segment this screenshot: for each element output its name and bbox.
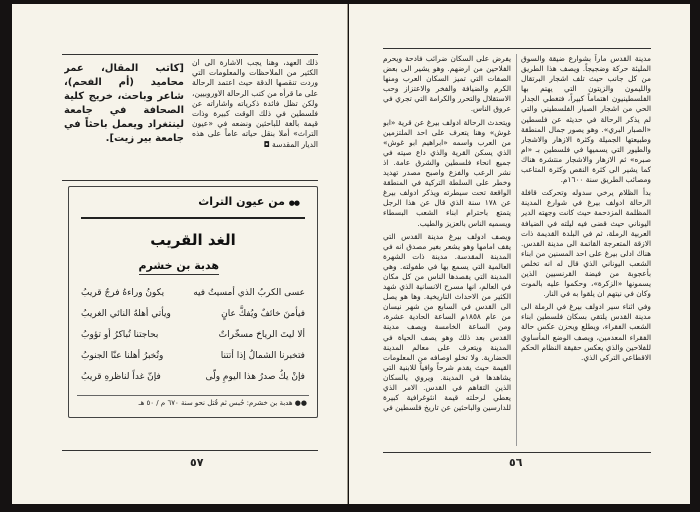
verse-second-half: فإنّ غداً لناظرهِ قريبُ xyxy=(81,372,161,382)
verse-first-half: عسى الكربُ الذي أمسيتُ فيه xyxy=(193,288,305,298)
footnote-rule xyxy=(77,395,309,396)
paragraph: ويتحدث الرحالة ادولف بيرغ عن قرية «ابو غوش» وهنا يتعرف على احد الملتزمين من العرب واسمه «ابراهيم ابو غوش» الذي يسكن القرية والذي داع صيته في جميع انحاء فلسطين والشرق عامة. اذ نشر الرعب والفزع واصبح مصدر تهديد وخطر على السلطة التركية في المنطقة الواقعة تحت سيطرته ويذكر ادولف بيرغ عن ١٧٨ سنة الذي قال عن هذا الرجل يتمتع باحترام ابناء الشعب البسطاء ويسميه الناس بالعزيز والطيب. xyxy=(383,117,511,228)
verse-first-half: فتخبرنا الشمالُ إذا أتتنا xyxy=(220,351,305,361)
paragraph: بدأ الظلام يرخي سدوله وتحركت قافلة الرحالة ادولف بيرغ في شوارع المدينة المظلمة المزدحمة حيث كانت وجهته الدير اليوناني حيث قضى فيه ليلته في الضيافة العربية الرملة، ثم في البلدة القديمة ذات الازقة المتعرجة القاتمة الى مدينة القدس. هناك ادلى بيرغ على احد المسنين من ابناء الشعب اليوناني الذي قال له انه تخلص بأعجوبة من فيضة القرنسيين الذين يسمونها «الزكرة»، وحكموا عليه بالموت وكان في نيتهم ان يلقوا به في النار. xyxy=(521,188,651,299)
bottom-rule xyxy=(383,452,651,453)
poet-name: هدبة بن خشرم xyxy=(139,259,220,275)
dots-icon: ●● xyxy=(288,199,299,207)
verses xyxy=(81,283,305,388)
verse-second-half: يكونُ وراءهُ فرجٌ قريبُ xyxy=(81,288,165,298)
footnote: ●● هدبة بن خشرم: حُبس ثم قُتل نحو سنة ٦٧٠ م / ٥٠ هـ xyxy=(138,399,307,407)
continuation-column xyxy=(192,58,318,168)
poem-title: الغد القريب xyxy=(150,231,236,249)
paragraph: مدينة القدس ماراً بشوارع ضيقة والسوق المليئة حركة وضجيجاً. ويصف هذا الطريق من كل جانب حيث تلف اشجار البرتقال والليمون والزيتون التي يهتم بها الفلسطينيون اهتماماً كبيراً، فتغطي الجدار الحي من اشجار الصبار الفلسطيني والتي لم يذكر الرحالة في حديثه عن فلسطين «الصبار البري». وهو يصور جمال المنطقة وطبيعتها الجميلة وكثرة الازهار والاشجار والطيور التي يسميها في فلسطين بـ «ام صبره» ثم الازهار والاشجار منتشرة هناك كما يشير الى كثرة النقص وكثرة المتاعب ومصائب الطريق سنة ١٦٠٠م. xyxy=(521,54,651,185)
left-page xyxy=(12,4,348,504)
paragraph: ويصف ادولف بيرغ مدينة القدس التي يقف امامها وهو يشعر بغير مصدق انه في المدينة المقدسة. مدينة ذات الشهرة العالمية التي يسمع بها في طفولته. وهي المدينة التي يقصدها الناس من كل مكان في العالم، انها مسرح الانسانية الذي شهد الكثير من الاحداث التاريخية. وها هو يصل الى القدس في السابع من شهر نيسان من عام ١٨٥٨م الساعة الحادية عشرة، ومن الساعة الخامسة ويصف مدينة القدس بعد ذلك وهو يصف الحياة في المدينة ويتعرف على معالم المدينة الحضارية. ولا تخلو اوصافه من المعلومات القيمة حيث يقدم شرحاً وافياً للابنية التي يشاهدها في المدينة. ويروي بالسكان الذين التقاهم في القدس. الامر الذي يعطي لرحلته قيمة انثوغرافية كبيرة للدارسين والباحثين عن تاريخ فلسطين في xyxy=(383,231,511,413)
top-rule xyxy=(383,48,651,49)
bottom-rule xyxy=(62,450,318,451)
verse-first-half: فإنْ يكُ صدرُ هذا اليومِ ولّى xyxy=(205,372,305,382)
right-column xyxy=(521,54,651,450)
verse-line xyxy=(81,367,305,388)
verse-first-half: ألا ليتَ الرياحَ مسخّراتٌ xyxy=(218,330,305,340)
poem-box xyxy=(68,186,318,418)
author-note: [كاتب المقال، عمر محاميد (أم الفحم)، شاعر وباحث، خريج كلية الصحافة في جامعة لينتغراد ويعمل باحثاً في جامعة بير زيت]. xyxy=(64,63,184,144)
page-number: ٥٧ xyxy=(190,456,204,469)
top-rule xyxy=(62,54,318,55)
section-underline xyxy=(81,217,305,219)
right-page xyxy=(349,4,690,504)
verse-first-half: فيأمنَ خائفٌ ويُفكَّ عانٍ xyxy=(221,309,305,319)
verse-line xyxy=(81,283,305,304)
mid-rule xyxy=(62,180,318,181)
left-column xyxy=(383,54,511,450)
verse-line xyxy=(81,325,305,346)
verse-line xyxy=(81,346,305,367)
verse-second-half: ويأتي أهلهُ النائي الغريبُ xyxy=(81,309,171,319)
section-header xyxy=(198,195,299,213)
column-divider xyxy=(516,54,517,446)
verse-second-half: بحاجتنا تُباكرُ أو تؤوبُ xyxy=(81,330,159,340)
verse-line xyxy=(81,304,305,325)
section-label: من عيون التراث xyxy=(198,195,285,208)
verse-second-half: وتُخبرُ أهلنا عنّا الجنوبُ xyxy=(81,351,164,361)
page-number: ٥٦ xyxy=(509,456,523,469)
continuation-paragraph: ذلك العهد، وهنا يجب الاشارة الى ان الكثير من الملاحظات والمعلومات التي وردت تنقصها الدقة حيث اعتمد الرحالة على ما قرأه من كتب الرحالة الاوروبيين، ولكن تظل فائدة ذكرياته واشاراته عن فلسطين في ذلك الوقت كبيرة وذات قيمة بالغة للباحثين ونضعه في «عيون التراث» أملا بنقل حياته عاماً على هذه الديار المقدسة ◘ xyxy=(192,58,318,149)
paragraph: وفي اثناء سير ادولف بيرغ في الرملة الى مدينة القدس يلتقي بسكان فلسطين ابناء الشعب الفقراء، ويطلع ويحزن عكس حالة الفقراء المعدمين، ويصف الوضع المأساوي للفلاحين والذي يعكس حقيقة النظام الحكم الاقطاعي التركي الذي. xyxy=(521,302,651,362)
paragraph: يفرض على السكان ضرائب فادحة ويحرم الفلاحين من ارضهم. وهو يشير الى بعض الصفات التي تميز السكان العرب ومنها الكرم والضيافة والفخر والاعتزاز وحب الاستقلال والتحرر والكرامة التي تجري في عروق الناس. xyxy=(383,54,511,114)
